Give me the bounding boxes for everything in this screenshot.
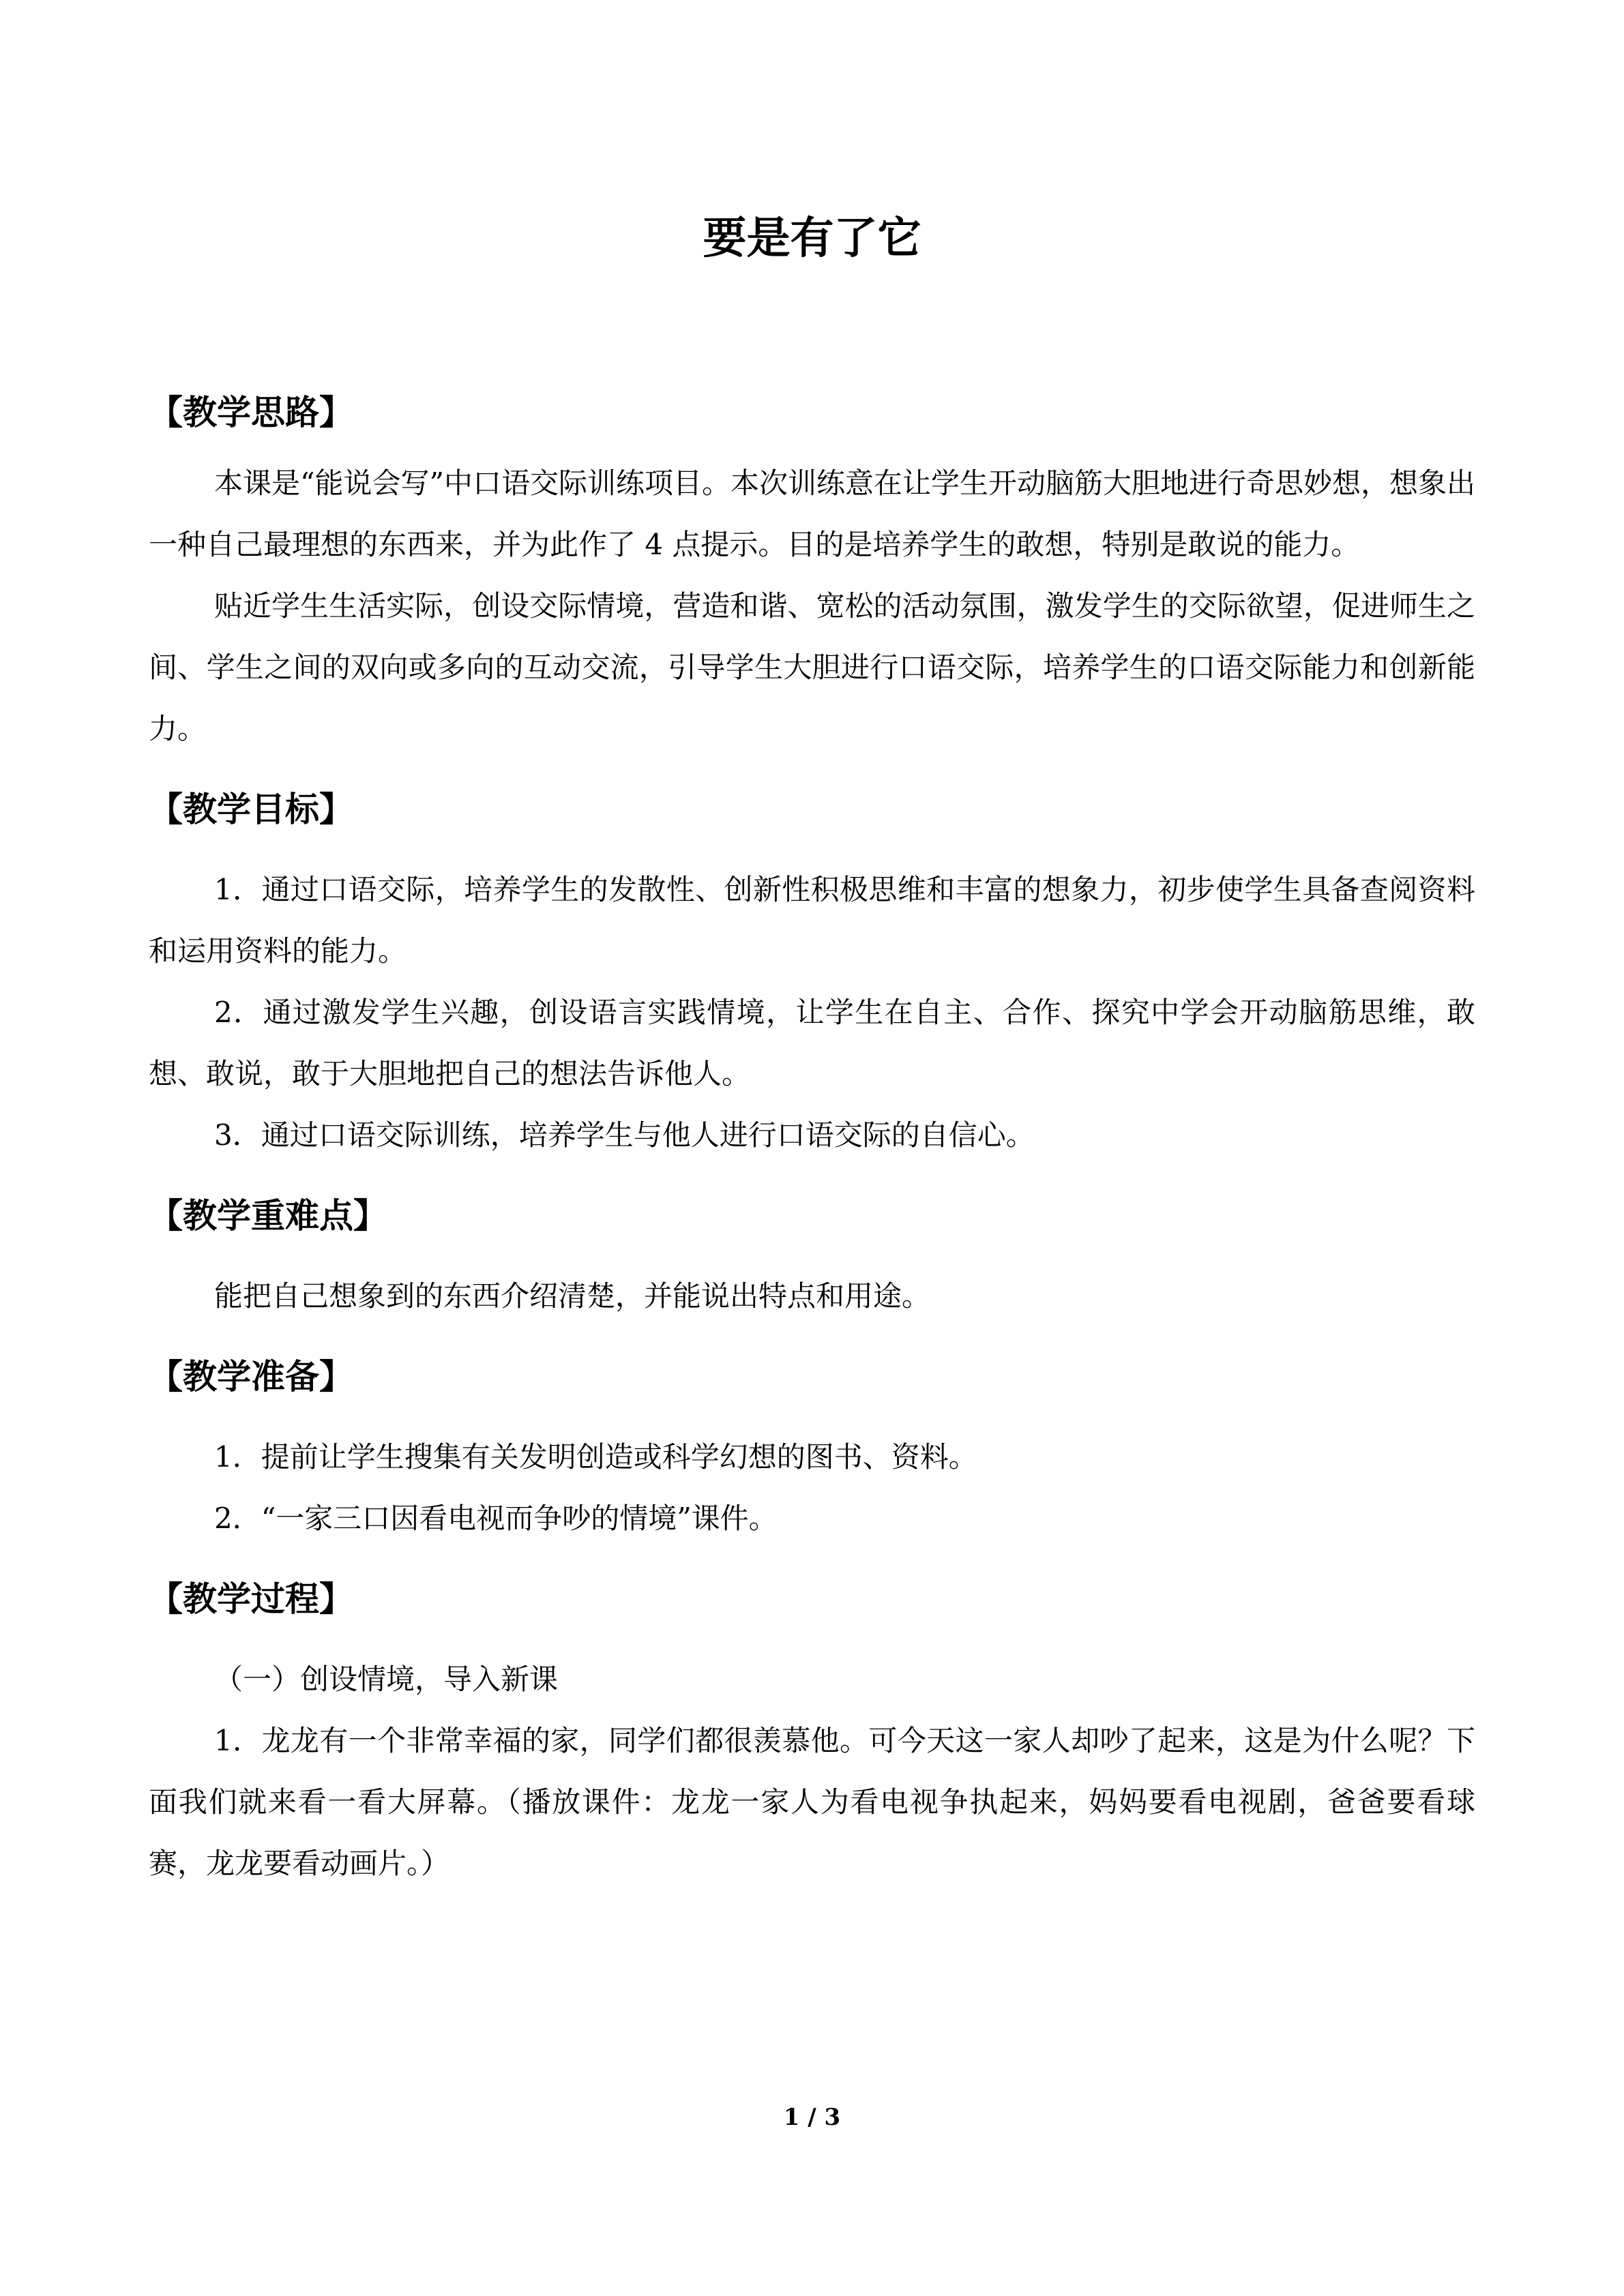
section-heading: 【教学目标】 xyxy=(149,790,353,829)
document-body xyxy=(149,382,1475,1894)
section-heading: 【教学思路】 xyxy=(149,393,353,432)
paragraph: 2．“一家三口因看电视而争吵的情境”课件。 xyxy=(214,1502,778,1535)
paragraph: （一）创设情境，导入新课 xyxy=(214,1663,559,1696)
paragraph: 1．龙龙有一个非常幸福的家，同学们都很羡慕他。可今天这一家人却吵了起来，这是为什么呢？下面我们就来看一看大屏幕。（播放课件：龙龙一家人为看电视争执起来，妈妈要看电视剧，爸爸要看球赛，龙龙要看动画片。） xyxy=(149,1724,1475,1880)
page-number: 1 / 3 xyxy=(783,2104,841,2131)
paragraph: 本课是“能说会写”中口语交际训练项目。本次训练意在让学生开动脑筋大胆地进行奇思妙想，想象出一种自己最理想的东西来，并为此作了 4 点提示。目的是培养学生的敢想，特别是敢说的能力。 xyxy=(149,466,1475,561)
section-heading: 【教学过程】 xyxy=(149,1579,353,1619)
document-title: 要是有了它 xyxy=(703,213,921,264)
paragraph: 能把自己想象到的东西介绍清楚，并能说出特点和用途。 xyxy=(214,1279,931,1313)
paragraph: 1．通过口语交际，培养学生的发散性、创新性积极思维和丰富的想象力，初步使学生具备查阅资料和运用资料的能力。 xyxy=(149,873,1475,968)
paragraph: 2．通过激发学生兴趣，创设语言实践情境，让学生在自主、合作、探究中学会开动脑筋思维，敢想、敢说，敢于大胆地把自己的想法告诉他人。 xyxy=(149,996,1475,1090)
section-key-difficult-points xyxy=(149,1185,1475,1327)
section-teaching-process xyxy=(149,1568,1475,1894)
paragraph: 贴近学生生活实际，创设交际情境，营造和谐、宽松的活动氛围，激发学生的交际欲望，促进师生之间、学生之间的双向或多向的互动交流，引导学生大胆进行口语交际，培养学生的口语交际能力和创新能力。 xyxy=(149,589,1475,745)
section-heading: 【教学重难点】 xyxy=(149,1196,387,1236)
section-teaching-thinking xyxy=(149,382,1475,760)
paragraph: 3．通过口语交际训练，培养学生与他人进行口语交际的自信心。 xyxy=(214,1118,1035,1152)
section-teaching-preparation xyxy=(149,1346,1475,1549)
section-teaching-goals xyxy=(149,779,1475,1166)
section-heading: 【教学准备】 xyxy=(149,1357,353,1397)
paragraph: 1．提前让学生搜集有关发明创造或科学幻想的图书、资料。 xyxy=(214,1440,977,1474)
